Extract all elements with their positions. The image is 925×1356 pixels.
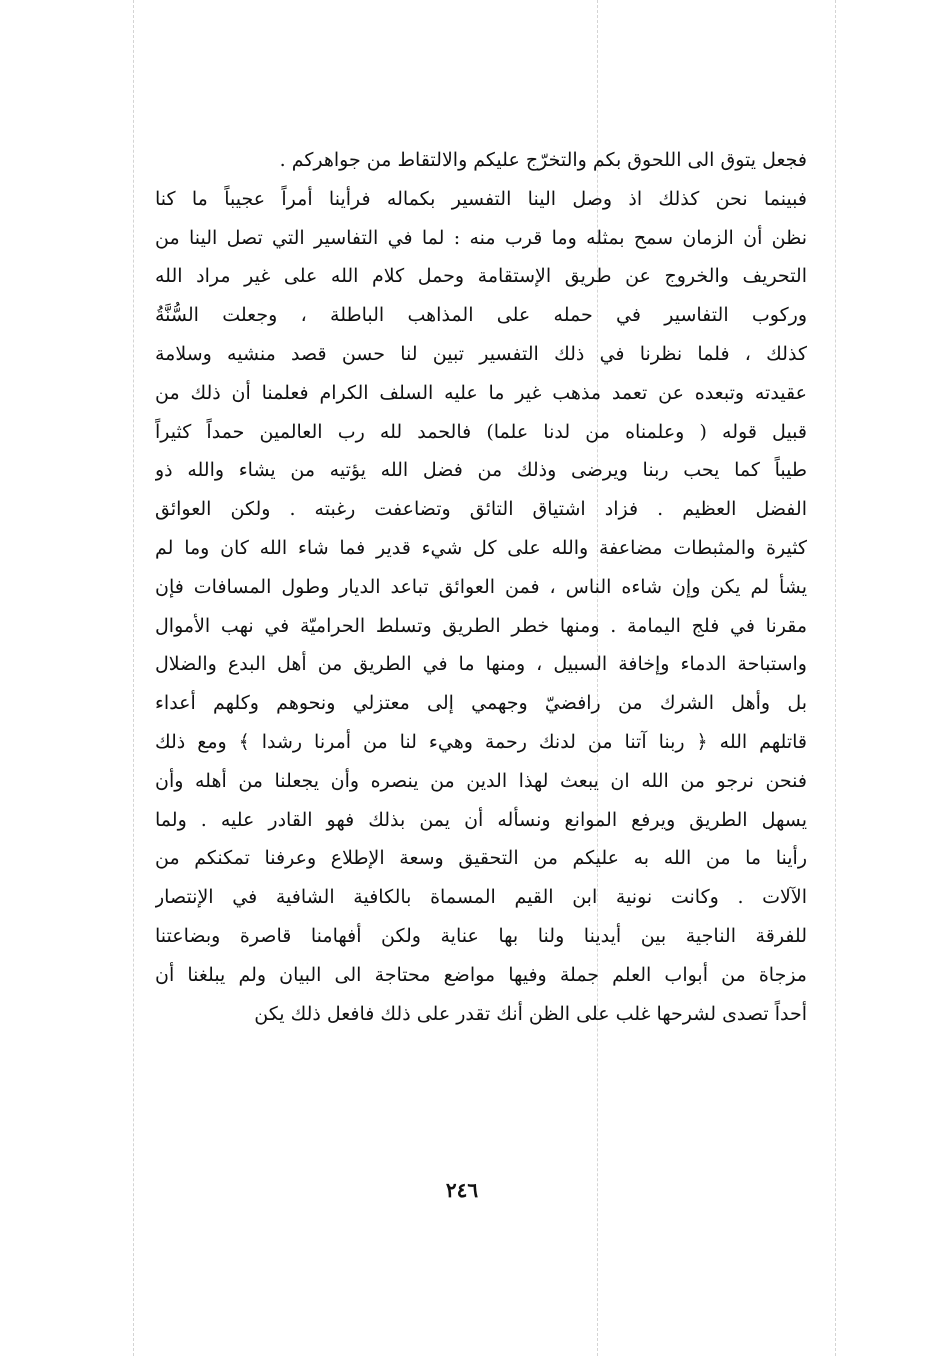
text-line: فجعل يتوق الى اللحوق بكم والتخرّج عليكم والالتقاط من جواهركم .: [279, 149, 807, 171]
text-line: كذلك ، فلما نظرنا في ذلك التفسير تبين لنا حسن قصد منشيه وسلامة: [155, 342, 807, 365]
text-line: قبيل قوله ( وعلمناه من لدنا علما) فالحمد لله رب العالمين حمداً كثيراً: [155, 420, 807, 443]
text-line: التحريف والخروج عن طريق الإستقامة وحمل كلام الله على غير مراد الله: [155, 265, 807, 288]
text-line: طيباً كما يحب ربنا ويرضى وذلك من فضل الله يؤتيه من يشاء والله ذو: [155, 459, 807, 482]
text-line: رأينا ما من الله به عليكم من التحقيق وسعة الإطلاع وعرفنا تمكنكم من: [155, 847, 807, 870]
text-line: الآلات . وكانت نونية ابن القيم المسماة بالكافية الشافية في الإنتصار: [155, 886, 807, 909]
text-line: الفضل العظيم . فزاد اشتياق التائق وتضاعفت رغبته . ولكن العوائق: [155, 498, 807, 521]
text-line: للفرقة الناجية بين أيدينا ولنا بها عناية ولكن أفهامنا قاصرة وبضاعتنا: [155, 924, 807, 947]
scan-guide-line: [835, 0, 836, 1356]
page-number: ٢٤٦: [445, 1178, 479, 1202]
text-line: يسهل الطريق ويرفع الموانع ونسأله أن يمن بذلك فهو القادر عليه . ولما: [155, 808, 807, 831]
text-line: واستباحة الدماء وإخافة السبيل ، ومنها ما في الطريق من أهل البدع والضلال: [155, 653, 807, 676]
text-line: أحداً تصدى لشرحها غلب على الظن أنك تقدر على ذلك فافعل ذلك يكن: [254, 1002, 807, 1025]
text-line: نظن أن الزمان سمح بمثله وما قرب منه : لما في التفاسير التي تصل الينا من: [155, 226, 807, 249]
text-line: قاتلهم الله ﴿ ربنا آتنا من لدنك رحمة وهيء لنا من أمرنا رشدا ﴾ ومع ذلك: [155, 730, 807, 753]
text-line: وركوب التفاسير في حمله على المذاهب الباطلة ، وجعلت السُّنَّةُ: [155, 304, 807, 327]
text-line: يشأ لم يكن وإن شاءه الناس ، فمن العوائق تباعد الديار وطول المسافات فإن: [155, 575, 807, 598]
text-line: فبينما نحن كذلك اذ وصل الينا التفسير بكماله فرأينا أمراً عجيباً ما كنا: [155, 187, 807, 210]
text-line: فنحن نرجو من الله ان يبعث لهذا الدين من ينصره وأن يجعلنا من أهله وأن: [155, 769, 807, 792]
text-line: مزجاة من أبواب العلم جملة وفيها مواضع محتاجة الى البيان ولم يبلغنا أن: [155, 963, 807, 986]
text-line: بل وأهل الشرك من رافضيّ وجهمي إلى معتزلي ونحوهم وكلهم أعداء: [155, 692, 807, 715]
text-line: كثيرة والمثبطات مضاعفة والله على كل شيء قدير فما شاء الله كان وما لم: [155, 536, 807, 559]
text-line: عقيدته وتبعده عن تعمد مذهب غير ما عليه السلف الكرام فعلمنا أن ذلك من: [155, 381, 807, 404]
body-text: [155, 141, 807, 1033]
text-line: مقرنا في فلج اليمامة . ومنها خطر الطريق وتسلط الحراميّة في نهب الأموال: [155, 614, 807, 637]
scan-guide-line: [133, 0, 134, 1356]
